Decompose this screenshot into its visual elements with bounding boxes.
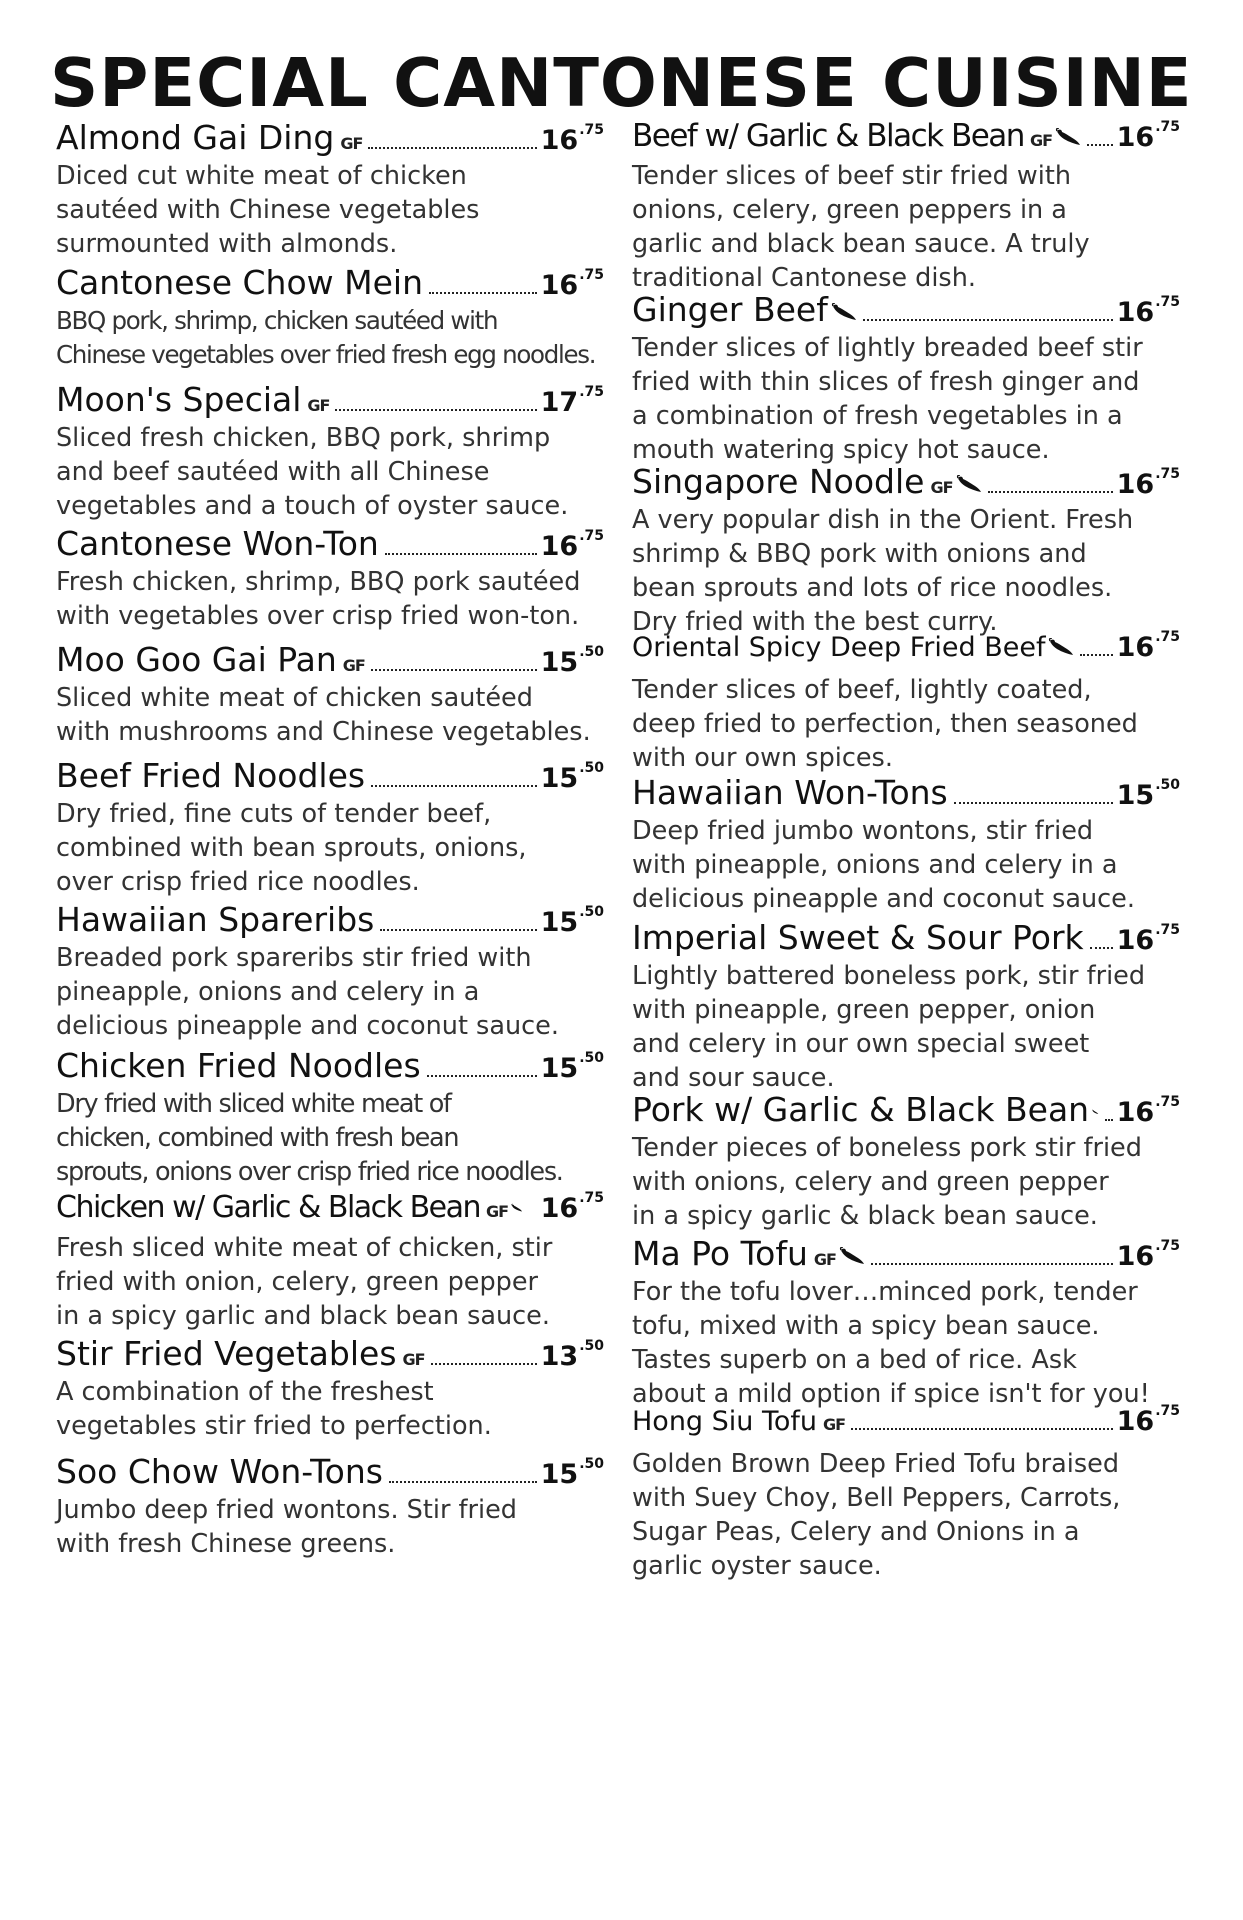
item-description: A combination of the freshest vegetables stir fried to perfection. xyxy=(56,1377,492,1441)
item-price: $16^{.75}$ xyxy=(540,267,604,301)
menu-item xyxy=(56,263,604,372)
item-price: $16^{.75}$ xyxy=(540,1190,604,1224)
dot-leader xyxy=(368,147,536,149)
dot-leader xyxy=(988,491,1113,493)
menu-item xyxy=(632,629,1180,775)
dot-leader xyxy=(954,802,1113,804)
menu-item xyxy=(56,118,604,261)
dot-leader xyxy=(389,1481,537,1483)
dot-leader xyxy=(385,553,537,555)
item-name: Beef w/ Garlic & Black Bean xyxy=(632,118,1024,154)
item-price: $16^{.75}$ xyxy=(540,122,604,156)
dot-leader xyxy=(371,669,537,671)
menu-item xyxy=(56,380,604,523)
dot-leader xyxy=(380,929,536,931)
dot-leader xyxy=(429,292,537,294)
chili-pepper-icon xyxy=(831,303,857,321)
chili-pepper-icon xyxy=(956,475,982,493)
item-price: $16^{.75}$ xyxy=(1116,629,1180,663)
item-name: Ma Po Tofu xyxy=(632,1234,808,1273)
item-name: Hong Siu Tofu xyxy=(632,1406,818,1437)
item-description: Breaded pork spareribs stir fried with pineapple, onions and celery in a delicious pineapple and coconut sauce. xyxy=(56,943,559,1041)
gluten-free-tag: GF xyxy=(402,1350,425,1369)
menu-item xyxy=(632,118,1180,295)
menu-item xyxy=(632,1090,1180,1233)
menu-item xyxy=(632,1403,1180,1583)
dot-leader xyxy=(371,785,537,787)
menu-item xyxy=(56,900,604,1043)
item-description: Tender pieces of boneless pork stir fried with onions, celery and green pepper in a spicy garlic & black bean sauce. xyxy=(632,1133,1142,1231)
item-description: Sliced fresh chicken, BBQ pork, shrimp and beef sautéed with all Chinese vegetables and a touch of oyster sauce. xyxy=(56,423,569,521)
item-name: Imperial Sweet & Sour Pork xyxy=(632,918,1084,957)
item-name: Hawaiian Won-Tons xyxy=(632,773,948,812)
gluten-free-tag: GF xyxy=(486,1202,509,1221)
menu-item xyxy=(56,524,604,633)
dot-leader xyxy=(427,1075,537,1077)
item-price: $15^{.50}$ xyxy=(540,1456,604,1490)
item-name: Cantonese Chow Mein xyxy=(56,263,423,302)
item-description: Tender slices of lightly breaded beef stir fried with thin slices of fresh ginger and a combination of fresh vegetables in a mouth watering spicy hot sauce. xyxy=(632,333,1143,465)
item-name: Beef Fried Noodles xyxy=(56,756,366,795)
dot-leader xyxy=(863,319,1113,321)
item-name: Chicken Fried Noodles xyxy=(56,1046,421,1085)
chili-pepper-icon xyxy=(839,1247,865,1265)
gluten-free-tag: GF xyxy=(813,1250,836,1269)
menu-item xyxy=(56,640,604,749)
item-description: Jumbo deep fried wontons. Stir fried with fresh Chinese greens. xyxy=(56,1495,517,1559)
item-price: $15^{.50}$ xyxy=(540,644,604,678)
chili-pepper-icon xyxy=(1055,128,1081,146)
item-price: $13^{.50}$ xyxy=(540,1338,604,1372)
gluten-free-tag: GF xyxy=(823,1415,846,1434)
dot-leader xyxy=(1090,947,1113,949)
item-description: Deep fried jumbo wontons, stir fried with pineapple, onions and celery in a delicious pineapple and coconut sauce. xyxy=(632,816,1135,914)
menu-item xyxy=(56,1046,604,1189)
item-description: Fresh sliced white meat of chicken, stir fried with onion, celery, green pepper in a spicy garlic and black bean sauce. xyxy=(56,1233,553,1331)
item-description: Golden Brown Deep Fried Tofu braised with Suey Choy, Bell Peppers, Carrots, Sugar Peas, Celery and Onions in a garlic oyster sauce. xyxy=(632,1449,1121,1581)
item-name: Soo Chow Won-Tons xyxy=(56,1452,383,1491)
item-description: Dry fried, fine cuts of tender beef, combined with bean sprouts, onions, over crisp fried rice noodles. xyxy=(56,799,527,897)
menu-item xyxy=(56,1190,604,1333)
item-name: Chicken w/ Garlic & Black Bean xyxy=(56,1190,481,1225)
dot-leader xyxy=(1080,654,1112,656)
gluten-free-tag: GF xyxy=(307,396,330,415)
gluten-free-tag: GF xyxy=(930,478,953,497)
menu-item xyxy=(632,462,1180,639)
chili-pepper-icon xyxy=(1092,1103,1099,1121)
item-name: Ginger Beef xyxy=(632,290,828,329)
item-price: $16^{.75}$ xyxy=(1116,119,1180,153)
item-name: Pork w/ Garlic & Black Bean xyxy=(632,1090,1090,1129)
item-name: Almond Gai Ding xyxy=(56,118,335,157)
item-name: Cantonese Won-Ton xyxy=(56,524,379,563)
item-description: Sliced white meat of chicken sautéed with mushrooms and Chinese vegetables. xyxy=(56,683,591,747)
item-description: Diced cut white meat of chicken sautéed with Chinese vegetables surmounted with almonds. xyxy=(56,161,480,259)
item-price: $16^{.75}$ xyxy=(1116,1094,1180,1128)
item-price: $15^{.50}$ xyxy=(540,904,604,938)
item-price: $16^{.75}$ xyxy=(1116,1238,1180,1272)
item-description: Dry fried with sliced white meat of chicken, combined with fresh bean sprouts, onions over crisp fried rice noodles. xyxy=(56,1089,563,1187)
item-name: Hawaiian Spareribs xyxy=(56,900,375,939)
menu-item xyxy=(632,918,1180,1095)
item-price: $17^{.75}$ xyxy=(540,384,604,418)
gluten-free-tag: GF xyxy=(1029,131,1053,150)
item-description: Tender slices of beef, lightly coated, deep fried to perfection, then seasoned with our own spices. xyxy=(632,675,1138,773)
item-name: Moon's Special xyxy=(56,380,302,419)
item-price: $16^{.75}$ xyxy=(1116,1403,1180,1437)
item-price: $15^{.50}$ xyxy=(540,1050,604,1084)
dot-leader xyxy=(871,1263,1113,1265)
page-title: SPECIAL CANTONESE CUISINE xyxy=(50,44,1193,122)
item-description: For the tofu lover…minced pork, tender tofu, mixed with a spicy bean sauce. Tastes superb on a bed of rice. Ask about a mild option if spice isn't for you! xyxy=(632,1277,1150,1409)
item-price: $16^{.75}$ xyxy=(540,528,604,562)
item-description: BBQ pork, shrimp, chicken sautéed with Chinese vegetables over fried fresh egg noodles. xyxy=(56,306,596,369)
item-price: $15^{.50}$ xyxy=(1116,777,1180,811)
item-name: Singapore Noodle xyxy=(632,462,925,501)
menu-item xyxy=(56,756,604,899)
menu-item xyxy=(632,773,1180,916)
chili-pepper-icon xyxy=(1048,638,1074,656)
menu-item xyxy=(632,1234,1180,1411)
dot-leader xyxy=(529,1215,537,1217)
menu-item xyxy=(56,1452,604,1561)
item-name: Oriental Spicy Deep Fried Beef xyxy=(632,632,1046,663)
gluten-free-tag: GF xyxy=(342,656,365,675)
item-description: Fresh chicken, shrimp, BBQ pork sautéed with vegetables over crisp fried won-ton. xyxy=(56,567,581,631)
chili-pepper-icon xyxy=(511,1199,523,1217)
dot-leader xyxy=(851,1428,1113,1430)
dot-leader xyxy=(1105,1119,1113,1121)
item-price: $16^{.75}$ xyxy=(1116,922,1180,956)
item-price: $16^{.75}$ xyxy=(1116,466,1180,500)
dot-leader xyxy=(335,409,536,411)
item-name: Moo Goo Gai Pan xyxy=(56,640,337,679)
item-description: Tender slices of beef stir fried with onions, celery, green peppers in a garlic and black bean sauce. A truly traditional Cantonese dish. xyxy=(632,161,1090,293)
dot-leader xyxy=(431,1363,537,1365)
item-name: Stir Fried Vegetables xyxy=(56,1334,397,1373)
gluten-free-tag: GF xyxy=(340,134,363,153)
item-description: Lightly battered boneless pork, stir fried with pineapple, green pepper, onion and celery in our own special sweet and sour sauce. xyxy=(632,961,1146,1093)
item-description: A very popular dish in the Orient. Fresh shrimp & BBQ pork with onions and bean sprouts and lots of rice noodles. Dry fried with the best curry. xyxy=(632,505,1134,637)
dot-leader xyxy=(1087,144,1113,146)
menu-item xyxy=(56,1334,604,1443)
item-price: $15^{.50}$ xyxy=(540,760,604,794)
menu-item xyxy=(632,290,1180,467)
item-price: $16^{.75}$ xyxy=(1116,294,1180,328)
